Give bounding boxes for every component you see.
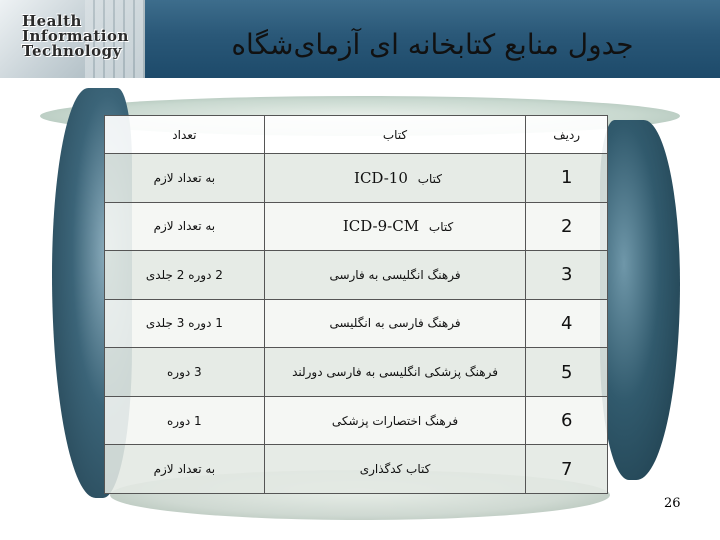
row-book: [264, 202, 526, 251]
header-num: ردیف: [526, 116, 608, 154]
row-num: 4: [526, 299, 608, 348]
row-count: به تعداد لازم: [105, 445, 265, 494]
table-row: [105, 154, 608, 203]
row-num: 6: [526, 396, 608, 445]
row-book-prefix: کتاب: [428, 220, 454, 235]
row-book: فرهنگ انگلیسی به فارسی: [264, 251, 526, 300]
row-book-code: ICD-9-CM: [342, 217, 420, 236]
row-count: 1 دوره 3 جلدی: [105, 299, 265, 348]
row-book: فرهنگ اختصارات پزشکی: [264, 396, 526, 445]
row-count: به تعداد لازم: [105, 202, 265, 251]
header-book: کتاب: [264, 116, 526, 154]
table-header-row: [105, 116, 608, 154]
vase-right-decoration: [600, 120, 680, 480]
row-book: کتاب کدگذاری: [264, 445, 526, 494]
table-row: [105, 396, 608, 445]
logo-line-1: Health: [22, 12, 82, 30]
page-title: جدول منابع کتابخانه ای آزمای‌شگاه: [231, 28, 634, 61]
logo-text: [22, 14, 129, 59]
row-num: 1: [526, 154, 608, 203]
row-count: به تعداد لازم: [105, 154, 265, 203]
row-num: 7: [526, 445, 608, 494]
row-num: 5: [526, 348, 608, 397]
row-num: 3: [526, 251, 608, 300]
table-row: [105, 299, 608, 348]
title-banner: [145, 0, 720, 78]
header-count: تعداد: [105, 116, 265, 154]
row-book-code: ICD-10: [354, 168, 408, 187]
table-row: [105, 445, 608, 494]
logo-line-3: Technology: [22, 42, 122, 60]
table-row: [105, 348, 608, 397]
row-num: 2: [526, 202, 608, 251]
table-row: [105, 251, 608, 300]
table-row: [105, 202, 608, 251]
row-book: فرهنگ فارسی به انگلیسی: [264, 299, 526, 348]
row-count: 1 دوره: [105, 396, 265, 445]
logo-line-2: Information: [22, 27, 129, 45]
page-number: 26: [664, 496, 681, 511]
row-book: [264, 154, 526, 203]
row-book-prefix: کتاب: [417, 171, 443, 186]
row-count: 3 دوره: [105, 348, 265, 397]
row-book: فرهنگ پزشکی انگلیسی به فارسی دورلند: [264, 348, 526, 397]
row-count: 2 دوره 2 جلدی: [105, 251, 265, 300]
logo: [0, 0, 145, 78]
library-resources-table: [104, 115, 608, 494]
